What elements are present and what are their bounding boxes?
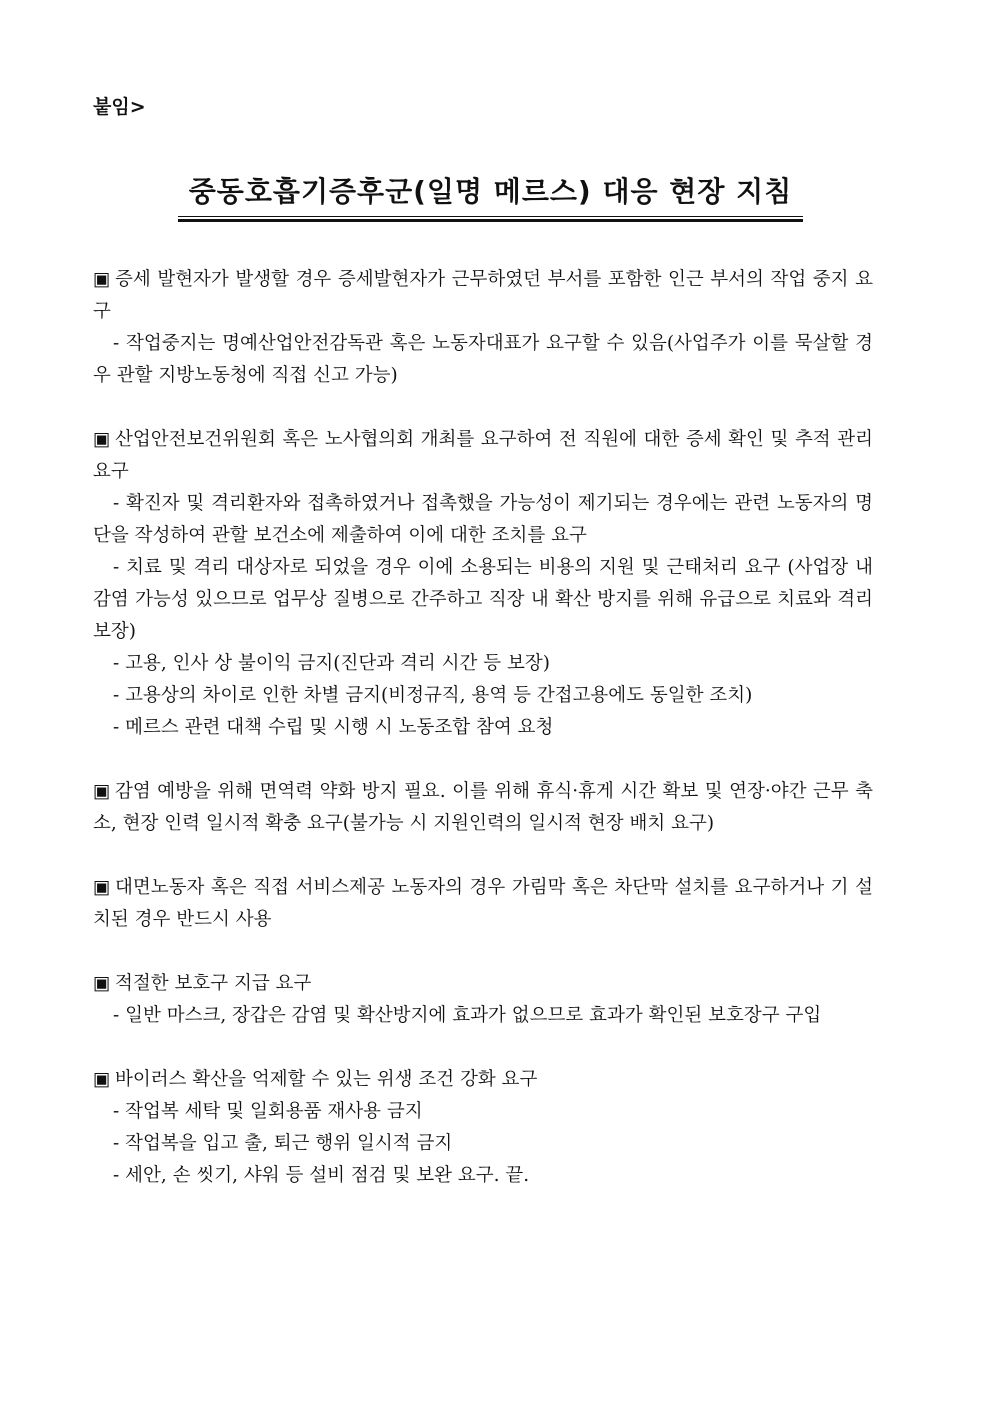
guideline-section: [93, 424, 873, 744]
title-underline-thin: [178, 216, 803, 217]
title-underline-thick: [178, 219, 803, 222]
section-sub-item: - 작업복을 입고 출, 퇴근 행위 일시적 금지: [113, 1133, 453, 1154]
section-main-label: 증세 발현자가 발생할 경우 증세발현자가 근무하였던 부서를 포함한 인근 부서의 작업 중지 요구: [93, 269, 873, 322]
section-sub-item: - 치료 및 격리 대상자로 되었을 경우 이에 소용되는 비용의 지원 및 근태처리 요구 (사업장 내 감염 가능성 있으므로 업무상 질병으로 간주하고 직장 내 확산 방지를 위해 유급으로 치료와 격리 보장): [93, 557, 873, 642]
square-bullet-icon: ▣: [93, 973, 111, 994]
square-bullet-icon: ▣: [93, 877, 111, 898]
section-main-text: [93, 872, 873, 936]
section-main-text: [93, 968, 873, 1000]
square-bullet-icon: ▣: [93, 781, 111, 802]
guideline-body: [93, 264, 873, 1224]
guideline-section: [93, 968, 873, 1032]
section-sub-item: - 작업중지는 명예산업안전감독관 혹은 노동자대표가 요구할 수 있음(사업주가 이를 묵살할 경우 관할 지방노동청에 직접 신고 가능): [93, 333, 873, 386]
section-sub-item: - 메르스 관련 대책 수립 및 시행 시 노동조합 참여 요청: [113, 717, 554, 738]
title-block: [178, 170, 803, 222]
section-main-text: [93, 1064, 873, 1096]
section-sub-item: - 일반 마스크, 장갑은 감염 및 확산방지에 효과가 없으므로 효과가 확인된 보호장구 구입: [113, 1005, 822, 1026]
attachment-label: 붙임>: [93, 96, 146, 118]
square-bullet-icon: ▣: [93, 269, 111, 290]
section-main-text: [93, 264, 873, 328]
section-sub-item: - 세안, 손 씻기, 샤워 등 설비 점검 및 보완 요구. 끝.: [113, 1165, 530, 1186]
section-sub-item: - 고용상의 차이로 인한 차별 금지(비정규직, 용역 등 간접고용에도 동일한 조치): [113, 685, 753, 706]
section-sub-item: - 고용, 인사 상 불이익 금지(진단과 격리 시간 등 보장): [113, 653, 550, 674]
guideline-section: [93, 1064, 873, 1192]
square-bullet-icon: ▣: [93, 429, 111, 450]
section-main-label: 산업안전보건위원회 혹은 노사협의회 개최를 요구하여 전 직원에 대한 증세 확인 및 추적 관리 요구: [93, 429, 873, 482]
section-main-label: 적절한 보호구 지급 요구: [115, 973, 312, 994]
guideline-section: [93, 264, 873, 392]
section-main-label: 감염 예방을 위해 면역력 약화 방지 필요. 이를 위해 휴식·휴게 시간 확보 및 연장·야간 근무 축소, 현장 인력 일시적 확충 요구(불가능 시 지원인력의 일시적 현장 배치 요구): [93, 781, 873, 834]
section-main-label: 대면노동자 혹은 직접 서비스제공 노동자의 경우 가림막 혹은 차단막 설치를 요구하거나 기 설치된 경우 반드시 사용: [93, 877, 873, 930]
section-sub-item: - 확진자 및 격리환자와 접촉하였거나 접촉했을 가능성이 제기되는 경우에는 관련 노동자의 명단을 작성하여 관할 보건소에 제출하여 이에 대한 조치를 요구: [93, 493, 873, 546]
section-main-text: [93, 776, 873, 840]
guideline-section: [93, 872, 873, 936]
page-title: 중동호흡기증후군(일명 메르스) 대응 현장 지침: [188, 175, 793, 208]
guideline-section: [93, 776, 873, 840]
section-sub-item: - 작업복 세탁 및 일회용품 재사용 금지: [113, 1101, 423, 1122]
section-main-label: 바이러스 확산을 억제할 수 있는 위생 조건 강화 요구: [115, 1069, 538, 1090]
square-bullet-icon: ▣: [93, 1069, 111, 1090]
section-main-text: [93, 424, 873, 488]
